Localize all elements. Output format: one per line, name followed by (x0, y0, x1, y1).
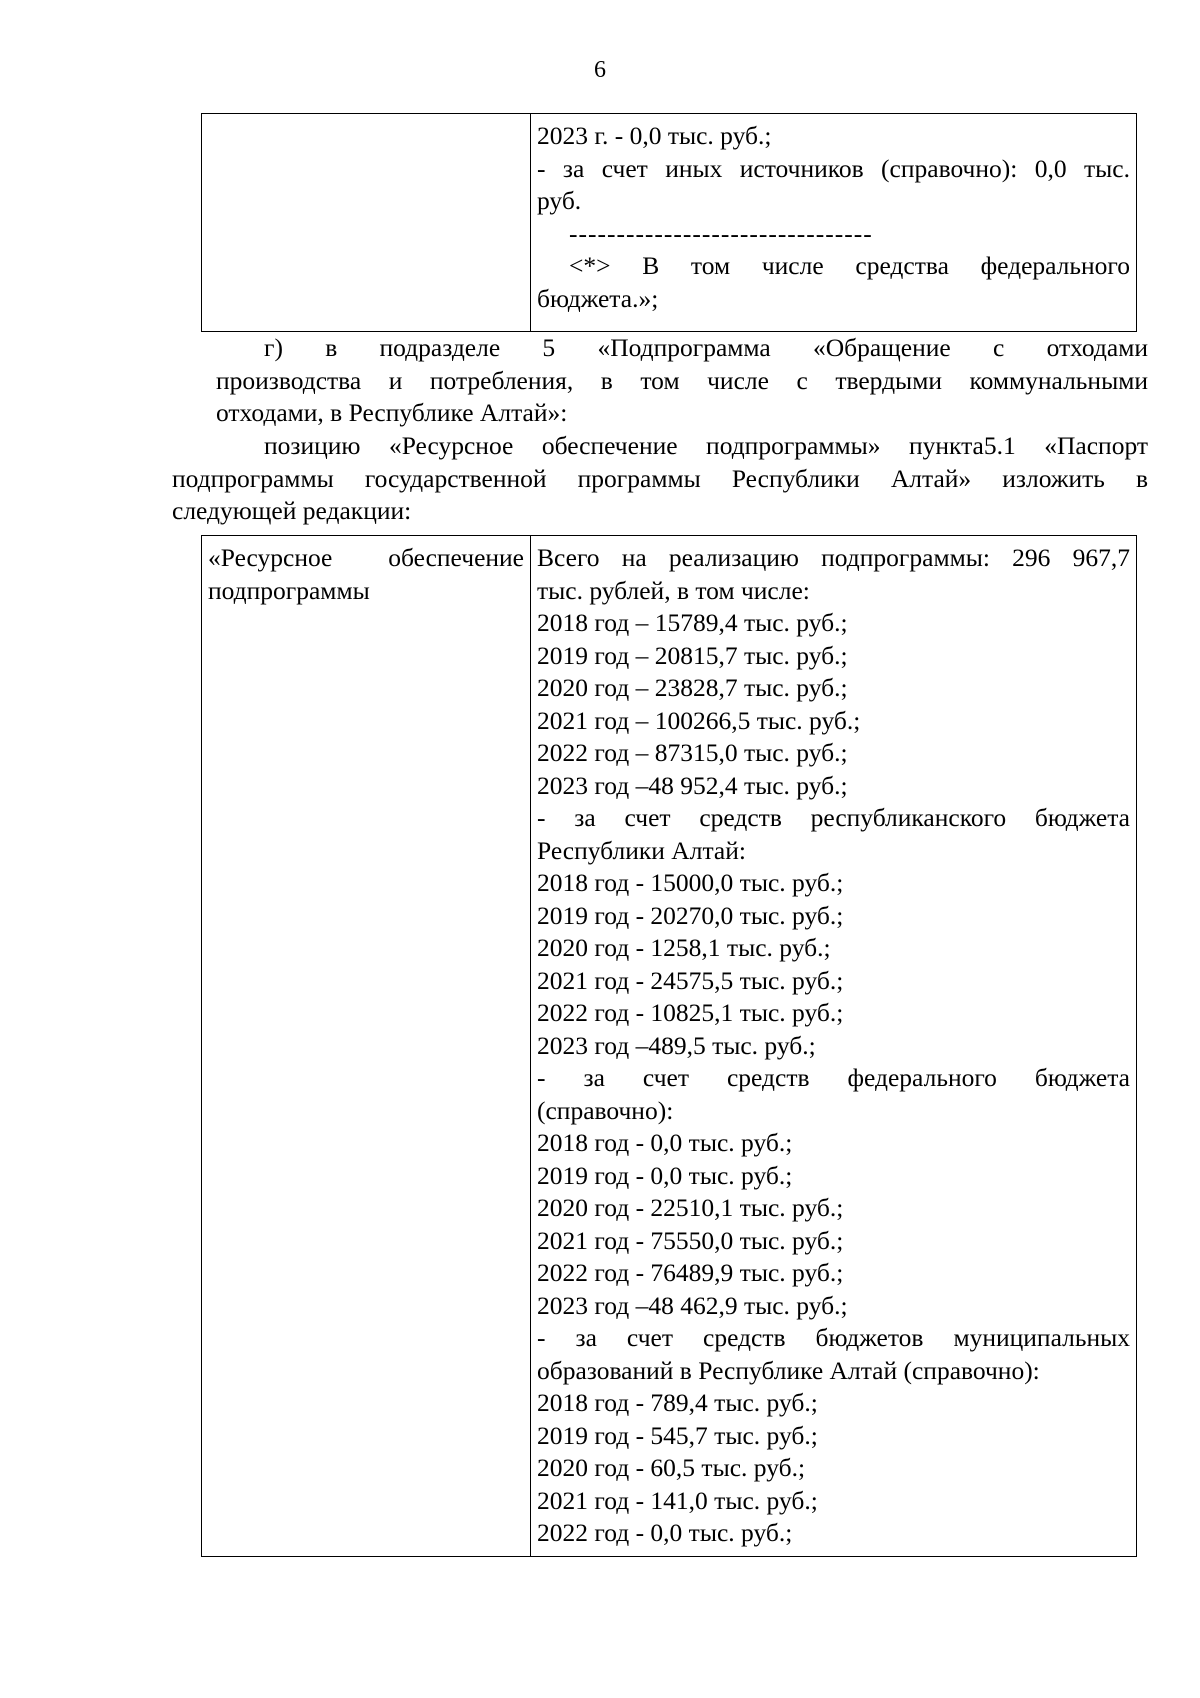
municipal-heading-line: - за счет средств бюджетов муниципальных (537, 1323, 1130, 1352)
republic-year-line: 2021 год - 24575,5 тыс. руб.; (537, 965, 844, 995)
municipal-year-line: 2018 год - 789,4 тыс. руб.; (537, 1388, 818, 1417)
republic-heading-line: - за счет средств республиканского бюджета (537, 803, 1130, 832)
paragraph-g-line: производства и потребления, в том числе с твердыми коммунальными (216, 365, 1148, 395)
top-line-2023: 2023 г. - 0,0 тыс. руб.; (537, 121, 772, 150)
footnote-text-end: бюджета.»; (537, 283, 659, 313)
resource-table (201, 535, 1137, 1557)
top-table (201, 113, 1137, 332)
municipal-year-line: 2019 год - 545,7 тыс. руб.; (537, 1420, 818, 1450)
federal-year-line: 2021 год - 75550,0 тыс. руб.; (537, 1225, 844, 1255)
paragraph-g-line: отходами, в Республике Алтай»: (216, 398, 568, 427)
municipal-heading-line: образований в Республике Алтай (справочно): (537, 1355, 1040, 1385)
federal-year-line: 2022 год - 76489,9 тыс. руб.; (537, 1258, 844, 1287)
resource-label-line: «Ресурсное обеспечение (208, 543, 524, 572)
paragraph-position-line: подпрограммы государственной программы Республики Алтай» изложить в (172, 463, 1148, 493)
federal-year-line: 2023 год –48 462,9 тыс. руб.; (537, 1290, 848, 1320)
republic-year-line: 2023 год –489,5 тыс. руб.; (537, 1030, 816, 1060)
total-year-line: 2020 год – 23828,7 тыс. руб.; (537, 673, 848, 702)
municipal-year-line: 2021 год - 141,0 тыс. руб.; (537, 1485, 818, 1515)
total-year-line: 2022 год – 87315,0 тыс. руб.; (537, 738, 848, 767)
paragraph-g-line: г) в подразделе 5 «Подпрограмма «Обращение с отходами (264, 333, 1148, 362)
page-number: 6 (594, 57, 606, 83)
federal-year-line: 2019 год - 0,0 тыс. руб.; (537, 1160, 793, 1190)
municipal-year-line: 2020 год - 60,5 тыс. руб.; (537, 1453, 806, 1482)
top-line-rub: руб. (537, 186, 582, 215)
total-year-line: 2021 год – 100266,5 тыс. руб.; (537, 705, 861, 735)
resource-table-row (202, 536, 1137, 1557)
top-table-left-cell (202, 114, 531, 332)
resource-label-line: подпрограммы (208, 575, 370, 605)
paragraph-position-line: позицию «Ресурсное обеспечение подпрограммы» пункта5.1 «Паспорт (264, 431, 1148, 460)
municipal-year-line: 2022 год - 0,0 тыс. руб.; (537, 1518, 793, 1547)
top-table-row (202, 114, 1137, 332)
total-year-line: 2019 год – 20815,7 тыс. руб.; (537, 640, 848, 670)
republic-heading-line: Республики Алтай: (537, 835, 746, 865)
total-year-line: 2023 год –48 952,4 тыс. руб.; (537, 770, 848, 800)
footnote-separator: -------------------------------- (569, 218, 873, 248)
total-heading-line: Всего на реализацию подпрограммы: 296 967,7 (537, 543, 1130, 572)
republic-year-line: 2019 год - 20270,0 тыс. руб.; (537, 900, 844, 930)
paragraph-g (216, 332, 1148, 430)
federal-heading-line: (справочно): (537, 1095, 674, 1125)
republic-year-line: 2018 год - 15000,0 тыс. руб.; (537, 868, 844, 897)
top-line-other-sources: - за счет иных источников (справочно): 0,0 тыс. (537, 153, 1130, 183)
federal-year-line: 2018 год - 0,0 тыс. руб.; (537, 1128, 793, 1157)
paragraph-position-line: следующей редакции: (172, 496, 412, 525)
federal-heading-line: - за счет средств федерального бюджета (537, 1063, 1130, 1092)
paragraph-position (172, 430, 1148, 528)
footnote-text: <*> В том числе средства федерального (569, 251, 1130, 280)
total-year-line: 2018 год – 15789,4 тыс. руб.; (537, 608, 848, 637)
total-heading-line: тыс. рублей, в том числе: (537, 575, 810, 605)
resource-label-cell (202, 536, 531, 1557)
republic-year-line: 2020 год - 1258,1 тыс. руб.; (537, 933, 831, 962)
republic-year-line: 2022 год - 10825,1 тыс. руб.; (537, 998, 844, 1027)
federal-year-line: 2020 год - 22510,1 тыс. руб.; (537, 1193, 844, 1222)
resource-values-cell (531, 536, 1137, 1557)
top-table-right-cell (531, 114, 1137, 332)
